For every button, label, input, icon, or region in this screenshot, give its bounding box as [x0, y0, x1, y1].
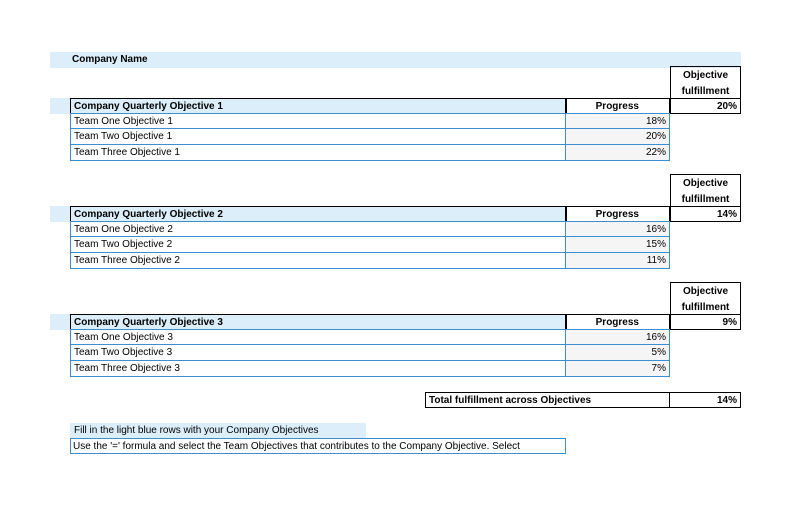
- team-progress-cell[interactable]: [566, 145, 670, 161]
- team-progress-value: 20%: [645, 131, 666, 142]
- company-objective-3-title[interactable]: [70, 314, 566, 330]
- team-progress-cell[interactable]: [566, 361, 670, 377]
- company-objective-2-title[interactable]: [70, 206, 566, 222]
- team-objective-row[interactable]: [70, 253, 566, 269]
- team-objective-row[interactable]: [70, 345, 566, 361]
- team-objective-name: Team Three Objective 2: [74, 255, 180, 266]
- team-objective-name: Team Three Objective 1: [74, 147, 180, 158]
- objective-fulfillment-header-1: [670, 66, 741, 98]
- team-objective-row[interactable]: [70, 145, 566, 161]
- team-objective-name: Team One Objective 1: [74, 116, 173, 127]
- fulfillment-label: Objective fulfillment: [681, 178, 730, 205]
- team-progress-value: 15%: [645, 239, 666, 250]
- team-objective-row[interactable]: [70, 361, 566, 377]
- progress-header-3: [566, 314, 670, 330]
- team-objective-row[interactable]: [70, 129, 566, 145]
- team-progress-cell[interactable]: [566, 129, 670, 145]
- fulfillment-value-2[interactable]: [670, 206, 741, 222]
- fulfillment-value: 20%: [716, 101, 737, 112]
- objective-fulfillment-header-3: [670, 282, 741, 314]
- team-progress-value: 7%: [651, 363, 666, 374]
- team-objective-name: Team One Objective 3: [74, 332, 173, 343]
- progress-header-2: [566, 206, 670, 222]
- row-band-left: [50, 98, 70, 114]
- team-objective-row[interactable]: [70, 329, 566, 345]
- team-progress-cell[interactable]: [566, 237, 670, 253]
- progress-label: Progress: [595, 317, 639, 328]
- instruction-note-2[interactable]: [70, 438, 566, 454]
- team-progress-cell[interactable]: [566, 113, 670, 129]
- company-objective-1-title[interactable]: [70, 98, 566, 114]
- team-objective-name: Team Three Objective 3: [74, 363, 180, 374]
- fulfillment-value: 9%: [722, 317, 737, 328]
- company-objective-title-text: Company Quarterly Objective 3: [74, 317, 223, 328]
- team-objective-name: Team One Objective 2: [74, 224, 173, 235]
- objective-fulfillment-header-2: [670, 174, 741, 206]
- team-progress-value: 18%: [645, 116, 666, 127]
- team-objective-row[interactable]: [70, 221, 566, 237]
- row-band-left: [50, 206, 70, 222]
- total-value-text: 14%: [716, 395, 737, 406]
- team-objective-name: Team Two Objective 3: [74, 347, 173, 358]
- fulfillment-value-3[interactable]: [670, 314, 741, 330]
- team-progress-value: 16%: [645, 332, 666, 343]
- company-objective-title-text: Company Quarterly Objective 2: [74, 209, 223, 220]
- company-objective-title-text: Company Quarterly Objective 1: [74, 101, 223, 112]
- instruction-text-1: Fill in the light blue rows with your Company Objectives: [74, 425, 319, 436]
- team-objective-name: Team Two Objective 1: [74, 131, 173, 142]
- team-progress-cell[interactable]: [566, 329, 670, 345]
- fulfillment-label: Objective fulfillment: [681, 286, 730, 313]
- company-name-band[interactable]: [50, 52, 741, 68]
- instruction-note-1[interactable]: [70, 423, 366, 439]
- team-objective-row[interactable]: [70, 237, 566, 253]
- total-label-text: Total fulfillment across Objectives: [429, 395, 592, 406]
- total-fulfillment-label: [425, 392, 670, 408]
- total-fulfillment-value[interactable]: [670, 392, 741, 408]
- fulfillment-label: Objective fulfillment: [681, 70, 730, 97]
- team-objective-name: Team Two Objective 2: [74, 239, 173, 250]
- team-objective-row[interactable]: [70, 113, 566, 129]
- row-band-left: [50, 314, 70, 330]
- team-progress-value: 5%: [651, 347, 666, 358]
- team-progress-cell[interactable]: [566, 221, 670, 237]
- team-progress-cell[interactable]: [566, 345, 670, 361]
- fulfillment-value: 14%: [716, 209, 737, 220]
- team-progress-value: 22%: [645, 147, 666, 158]
- team-progress-cell[interactable]: [566, 253, 670, 269]
- progress-label: Progress: [595, 101, 639, 112]
- team-progress-value: 11%: [646, 255, 666, 266]
- fulfillment-value-1[interactable]: [670, 98, 741, 114]
- progress-label: Progress: [595, 209, 639, 220]
- team-progress-value: 16%: [645, 224, 666, 235]
- progress-header-1: [566, 98, 670, 114]
- company-name: Company Name: [72, 54, 148, 65]
- instruction-text-2: Use the '=' formula and select the Team Objectives that contributes to the Company Objective. Select: [73, 441, 520, 452]
